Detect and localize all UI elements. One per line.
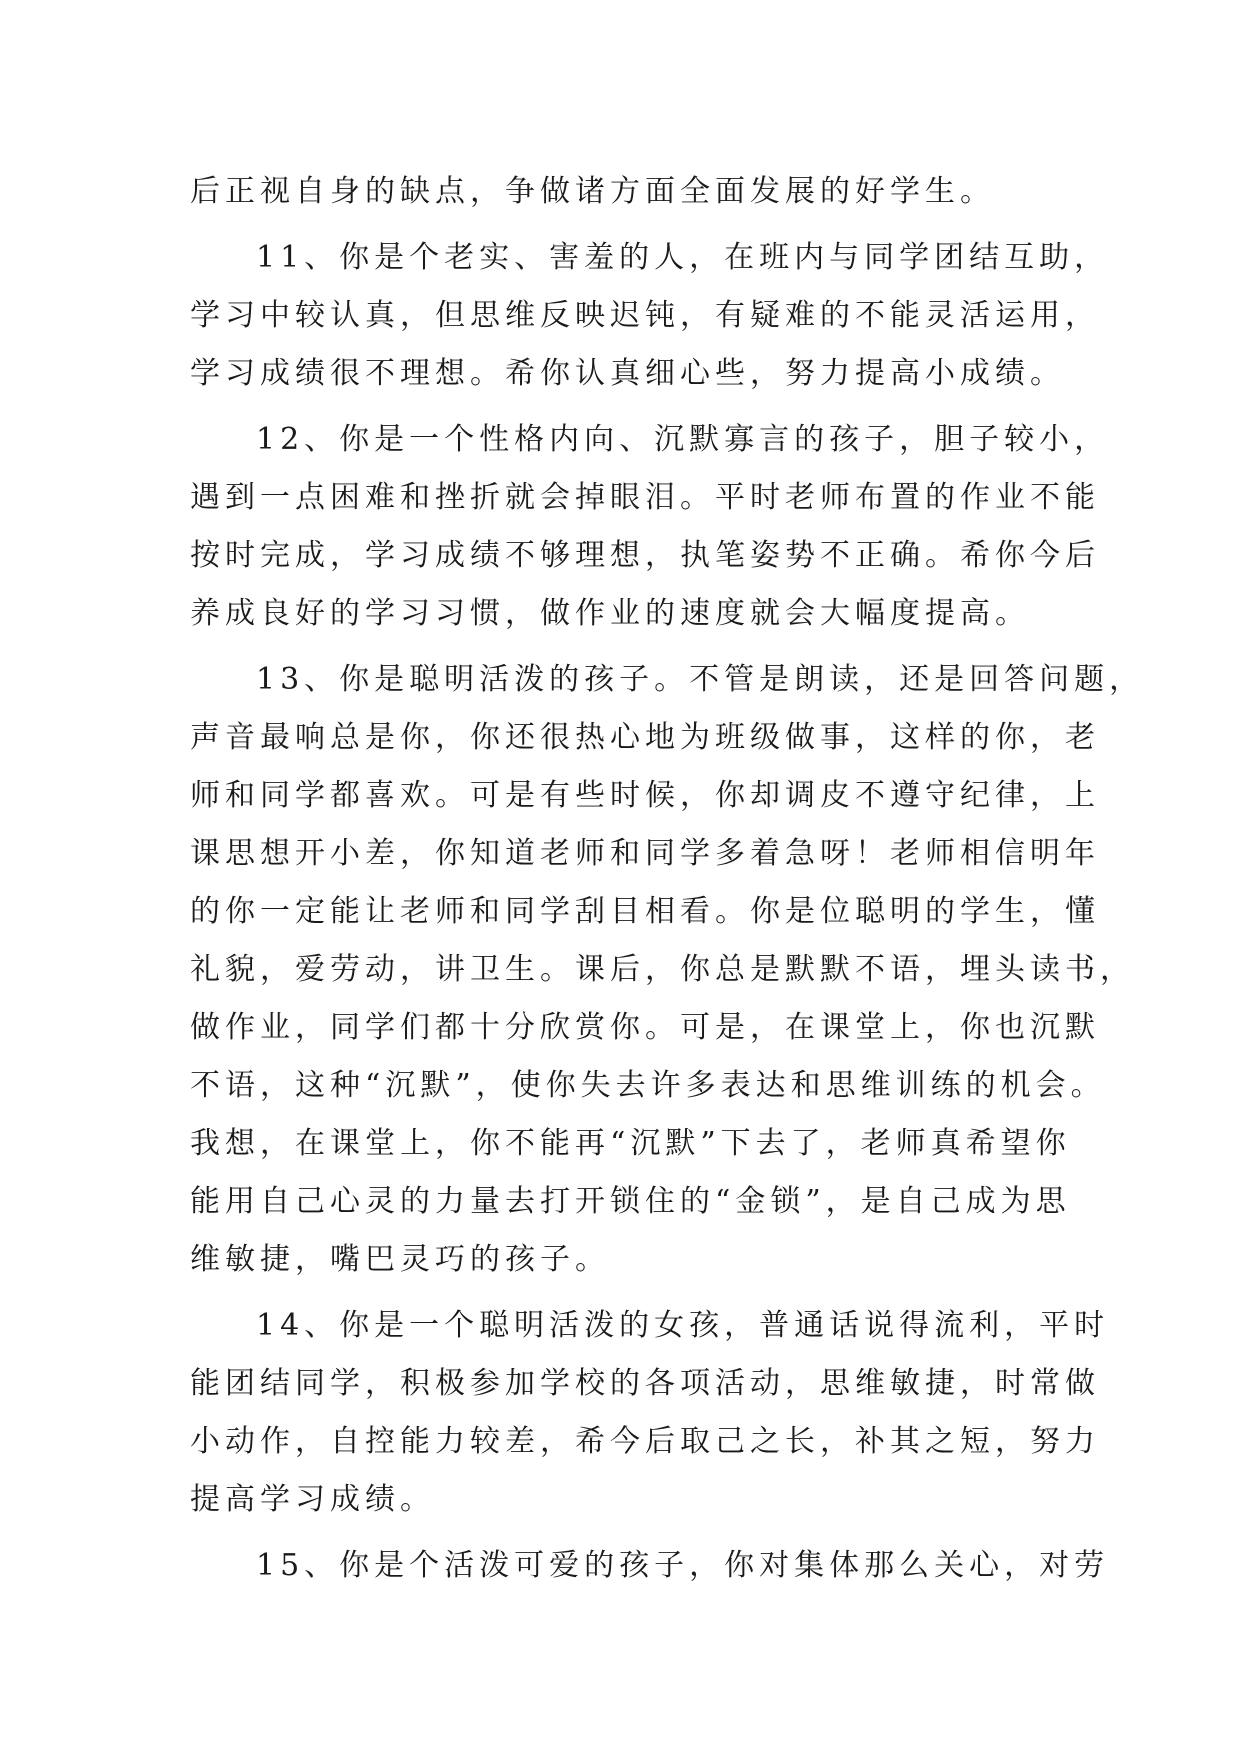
text-line: 能团结同学，积极参加学校的各项活动，思维敏捷，时常做 [190,1366,1100,1401]
text-line: 维敏捷，嘴巴灵巧的孩子。 [190,1242,610,1277]
document-body [190,163,1145,1595]
text-line: 按时完成，学习成绩不够理想，执笔姿势不正确。希你今后 [190,538,1100,573]
text-line: 师和同学都喜欢。可是有些时候，你却调皮不遵守纪律，上 [190,778,1100,813]
text-line: 能用自己心灵的力量去打开锁住的“金锁”，是自己成为思 [190,1184,1071,1219]
text-line: 遇到一点困难和挫折就会掉眼泪。平时老师布置的作业不能 [190,480,1100,515]
text-line: 做作业，同学们都十分欣赏你。可是，在课堂上，你也沉默 [190,1010,1100,1045]
text-line: 课思想开小差，你知道老师和同学多着急呀！老师相信明年 [190,836,1100,871]
text-line: 养成良好的学习习惯，做作业的速度就会大幅度提高。 [190,596,1030,631]
text-line: 提高学习成绩。 [190,1482,435,1517]
text-line: 我想，在课堂上，你不能再“沉默”下去了，老师真希望你 [190,1126,1071,1161]
paragraph-12-start: 12、你是一个性格内向、沉默寡言的孩子，胆子较小， [256,422,1110,457]
paragraph-15-start: 15、你是个活泼可爱的孩子，你对集体那么关心，对劳 [256,1548,1110,1583]
text-line: 小动作，自控能力较差，希今后取己之长，补其之短，努力 [190,1424,1100,1459]
text-line: 的你一定能让老师和同学刮目相看。你是位聪明的学生，懂 [190,894,1100,929]
text-line: 声音最响总是你，你还很热心地为班级做事，这样的你，老 [190,720,1100,755]
text-line: 礼貌，爱劳动，讲卫生。课后，你总是默默不语，埋头读书， [190,952,1135,987]
text-line: 后正视自身的缺点，争做诸方面全面发展的好学生。 [190,174,995,209]
paragraph-14-start: 14、你是一个聪明活泼的女孩，普通话说得流利，平时 [256,1308,1110,1343]
text-line: 学习中较认真，但思维反映迟钝，有疑难的不能灵活运用， [190,298,1100,333]
paragraph-13-start: 13、你是聪明活泼的孩子。不管是朗读，还是回答问题， [256,662,1145,697]
text-line: 学习成绩很不理想。希你认真细心些，努力提高小成绩。 [190,356,1065,391]
text-line: 不语，这种“沉默”，使你失去许多表达和思维训练的机会。 [190,1068,1106,1103]
paragraph-11-start: 11、你是个老实、害羞的人，在班内与同学团结互助， [256,240,1110,275]
